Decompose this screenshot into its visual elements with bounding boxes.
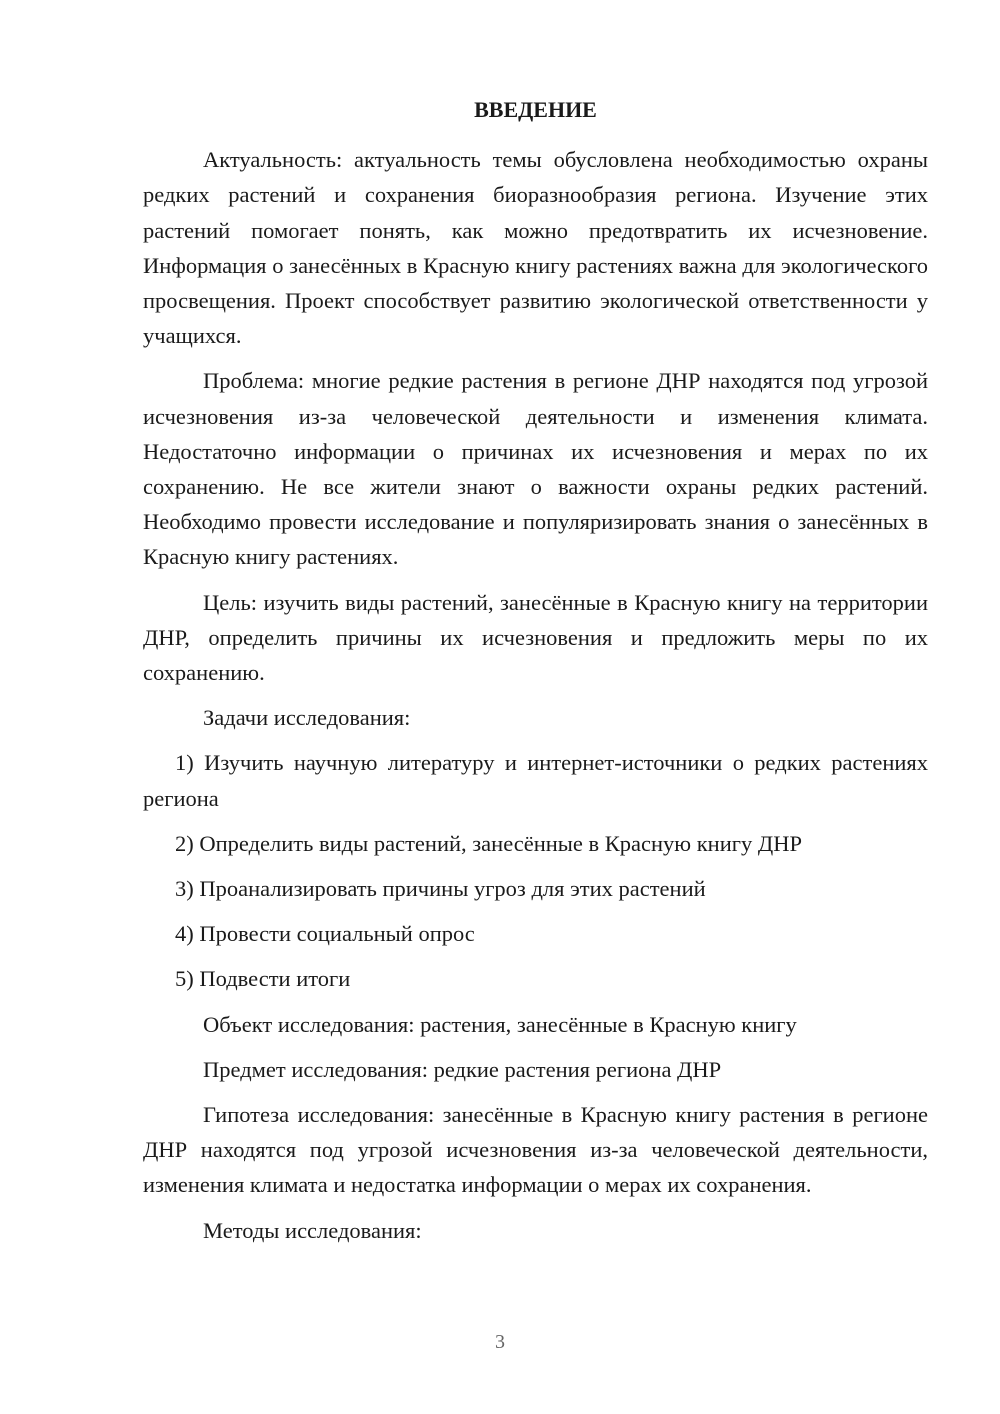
task-item-5: 5) Подвести итоги: [175, 966, 351, 992]
relevance-paragraph: Актуальность: актуальность темы обусловлена необходимостью охраны редких растений и сохранения биоразнообразия региона. Изучение этих растений помогает понять, как можно предотвратить их исчезновение. Информация о занесённых в Красную книгу растениях важна для экологического просвещения. Проект способствует развитию экологической ответственности у учащихся.: [143, 147, 928, 349]
tasks-heading: Задачи исследования:: [203, 705, 411, 731]
task-item-3: 3) Проанализировать причины угроз для этих растений: [175, 876, 706, 902]
goal-paragraph: Цель: изучить виды растений, занесённые в Красную книгу на территории ДНР, определить причины их исчезновения и предложить меры по их сохранению.: [143, 589, 928, 686]
section-title: ВВЕДЕНИЕ: [474, 97, 597, 122]
document-page: [143, 92, 928, 1258]
task-item-4: 4) Провести социальный опрос: [175, 921, 475, 947]
methods-heading: Методы исследования:: [203, 1217, 422, 1243]
problem-paragraph: Проблема: многие редкие растения в регионе ДНР находятся под угрозой исчезновения из-за человеческой деятельности и изменения климата. Недостаточно информации о причинах их исчезновения и мерах по их сохранению. Не все жители знают о важности охраны редких растений. Необходимо провести исследование и популяризировать знания о занесённых в Красную книгу растениях.: [143, 368, 928, 570]
page-number: 3: [495, 1331, 505, 1353]
task-item-2: 2) Определить виды растений, занесённые в Красную книгу ДНР: [175, 830, 802, 856]
research-object: Объект исследования: растения, занесённые в Красную книгу: [203, 1011, 797, 1037]
hypothesis-paragraph: Гипотеза исследования: занесённые в Красную книгу растения в регионе ДНР находятся под угрозой исчезновения из-за человеческой деятельности, изменения климата и недостатка информации о мерах их сохранения.: [143, 1102, 928, 1198]
task-item-1: 1) Изучить научную литературу и интернет-источники о редких растениях региона: [143, 750, 928, 811]
research-subject: Предмет исследования: редкие растения региона ДНР: [203, 1056, 722, 1082]
